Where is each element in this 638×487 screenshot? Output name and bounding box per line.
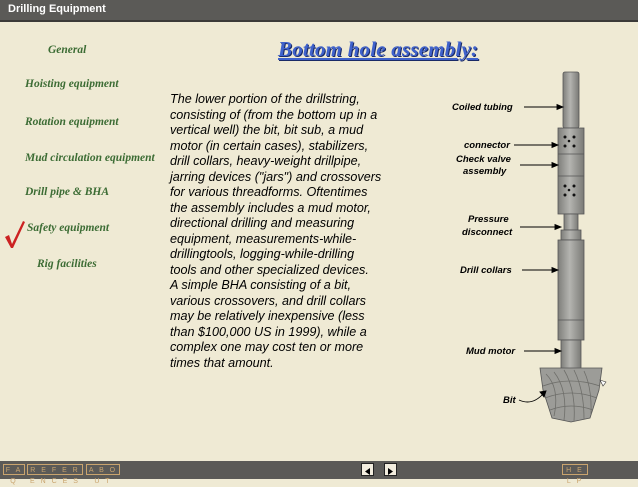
bha-diagram — [440, 70, 630, 430]
nav-item-hoisting-equipment[interactable]: Hoisting equipment — [25, 78, 119, 90]
about-button[interactable]: A B O U T — [86, 464, 120, 475]
label-check-valve-assembly: assembly — [463, 166, 507, 177]
help-button[interactable]: H E L P — [562, 464, 588, 475]
nav-item-rotation-equipment[interactable]: Rotation equipment — [25, 116, 119, 128]
footer-bar — [0, 461, 638, 485]
label-bit: Bit — [503, 395, 516, 406]
check-valve-body-shape — [558, 128, 584, 214]
nav-item-mud-circulation-equipment[interactable]: Mud circulation equipment — [25, 152, 155, 164]
page-heading: Bottom hole assembly: — [278, 37, 479, 61]
label-pressure-disconnect: disconnect — [462, 227, 513, 238]
mud-motor-shape — [561, 340, 581, 370]
label-coiled-tubing: Coiled tubing — [452, 102, 513, 113]
nav-item-drill-pipe-bha[interactable]: Drill pipe & BHA — [25, 186, 110, 198]
label-mud-motor: Mud motor — [466, 346, 516, 357]
references-button[interactable]: R E F E R E N C E S — [27, 464, 83, 475]
bha-description: The lower portion of the drillstring, consisting of (from the bottom up in a vertical well) the bit, bit sub, a mud motor (in certain cases), stabilizers, drill collars, heavy-weight drillpipe, jarring devices ("jars") and crossovers for various threadforms. Oftentimes the assembly includes a mud motor, directional drilling and measuring equipment, measurements-while- drillingtools, logging-while-drilling tools and other specialized devices. A simple BHA consisting of a bit, various crossovers, and drill collars may be relatively inexpensive (less than $100,000 US in 1999), while a complex one may cost ten or more times that amount. — [170, 92, 382, 370]
arrow-right-icon — [385, 466, 396, 477]
nav-item-safety-equipment[interactable]: Safety equipment — [27, 222, 110, 234]
nav-item-general[interactable]: General — [48, 44, 87, 56]
next-page-button[interactable] — [384, 463, 397, 476]
nav-item-rig-facilities[interactable]: Rig facilities — [37, 258, 97, 270]
label-check-valve: Check valve — [456, 154, 511, 165]
title-bar — [0, 0, 638, 22]
arrow-left-icon — [362, 466, 373, 477]
label-connector: connector — [464, 140, 510, 151]
coiled-tubing-shape — [563, 72, 579, 128]
label-drill-collars: Drill collars — [460, 265, 512, 276]
previous-page-button[interactable] — [361, 463, 374, 476]
label-pressure: Pressure — [468, 214, 509, 225]
window-title: Drilling Equipment — [8, 3, 106, 15]
current-section-check-icon — [3, 219, 27, 249]
faq-button[interactable]: F A Q — [3, 464, 25, 475]
drill-collars-shape — [558, 240, 584, 340]
bit-shape — [540, 368, 602, 422]
